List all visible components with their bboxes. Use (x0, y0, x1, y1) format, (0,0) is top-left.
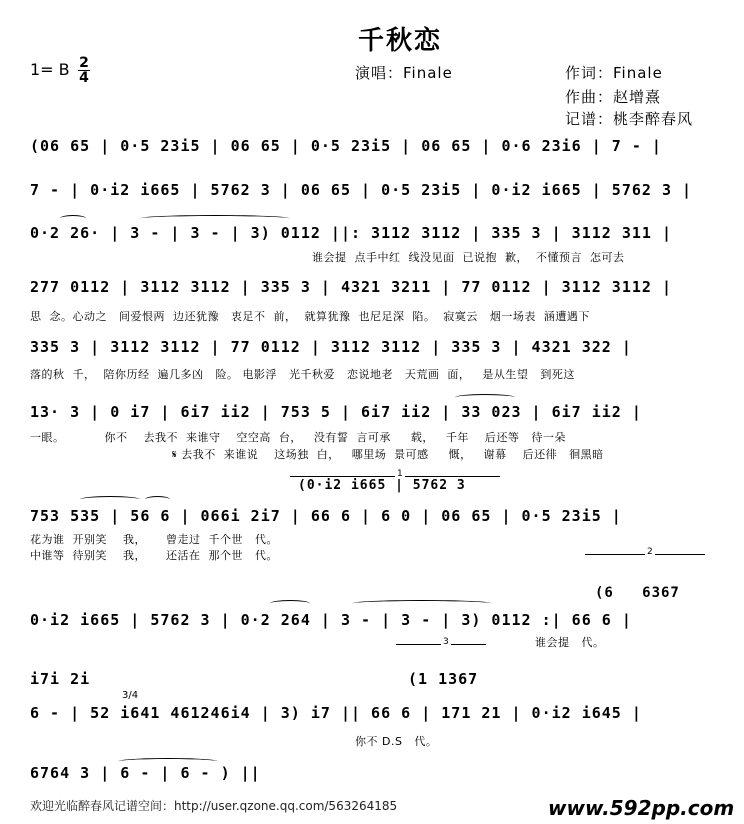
score-line-1-notes: (06 65 | 0·5 23i5 | 06 65 | 0·5 23i5 | 06 65 | 0·6 23i6 | 7 - | (30, 137, 662, 155)
score-line-2-notes: 7 - | 0·i2 i665 | 5762 3 | 06 65 | 0·5 23i5 | 0·i2 i665 | 5762 3 | (30, 181, 693, 199)
score-line-4-lyrics: 思 念。心动之 间爱恨两 边还犹豫 衷足不 前， 就算犹豫 也尼足深 陷。 寂寞云 烟一场表 涵遭遇下 (30, 310, 590, 323)
score-line-8-notes: 0·i2 i665 | 5762 3 | 0·2 264 | 3 - | 3 - | 3) 0112 :| 66 6 | (30, 611, 632, 629)
score-line-9-upper-notes: i7i 2i (30, 670, 91, 688)
score-line-7-interlude: (0·i2 i665 | 5762 3 (298, 478, 466, 493)
lyricist-credit: 作词：Finale (565, 64, 663, 82)
score-line-4-notes: 277 0112 | 3112 3112 | 335 3 | 4321 3211 | 77 0112 | 3112 3112 | (30, 278, 672, 296)
score-line-8-coda: (6 6367 (595, 585, 680, 601)
tie-arc (145, 496, 170, 503)
singer-credit: 演唱：Finale (355, 64, 453, 82)
tie-arc (352, 600, 492, 607)
key-signature: 1= B (30, 60, 70, 79)
tie-arc (60, 215, 86, 222)
time-signature-bottom: 4 (79, 70, 89, 86)
tie-arc (270, 600, 310, 607)
score-line-7-lyrics: 花为谁 开别笑 我， 曾走过 千个世 代。 (30, 533, 278, 546)
score-line-3-notes: 0·2 26· | 3 - | 3 - | 3) 0112 ||: 3112 3112 | 335 3 | 3112 311 | (30, 224, 672, 242)
volta-bracket-2: 2 (585, 554, 705, 555)
tie-arc (140, 215, 290, 222)
score-line-3-lyrics: 谁会提 点手中红 线没见面 已说抱 歉， 不懂预言 怎可去 (312, 251, 625, 264)
meter-change: 3/4 (122, 690, 139, 701)
composer-credit: 作曲：赵增熹 (565, 88, 662, 106)
score-line-6b-lyrics: 𝄋 去我不 来谁说 这场独 白， 哪里场 景可感 慨， 谢幕 后还徘 徊黑暗 (172, 448, 604, 461)
volta-bracket-3: 3 (396, 644, 486, 645)
score-line-9-lyrics: 你不 D.S 代。 (355, 735, 438, 748)
score-line-6-notes: 13· 3 | 0 i7 | 6i7 ii2 | 753 5 | 6i7 ii2 | 33 023 | 6i7 ii2 | (30, 403, 642, 421)
score-line-5-notes: 335 3 | 3112 3112 | 77 0112 | 3112 3112 | 335 3 | 4321 322 | (30, 338, 632, 356)
watermark: www.592pp.com (548, 796, 735, 820)
volta-bracket-1: 1 (290, 476, 500, 477)
score-line-7-notes: 753 535 | 56 6 | 066i 2i7 | 66 6 | 6 0 | 06 65 | 0·5 23i5 | (30, 507, 622, 525)
score-line-9-paren-notes: (1 1367 (408, 670, 479, 688)
tie-arc (455, 394, 515, 401)
score-line-9-notes: 6 - | 52 i641 461246i4 | 3) i7 || 66 6 | 171 21 | 0·i2 i645 | (30, 704, 642, 722)
score-line-7b-lyrics: 中谁等 待别笑 我， 还活在 那个世 代。 (30, 549, 278, 562)
time-signature-top: 2 (79, 55, 89, 71)
tie-arc (80, 496, 140, 503)
score-line-8-lyrics: 谁会提 代。 (535, 636, 605, 649)
score-line-6-lyrics: 一眼。 你不 去我不 来谁守 空空高 台， 没有誓 言可承 载， 千年 后还等 待一朵 (30, 431, 566, 444)
transcriber-credit: 记谱：桃李醉春风 (565, 110, 694, 128)
score-line-10-notes: 6764 3 | 6 - | 6 - ) || (30, 764, 261, 782)
song-title: 千秋恋 (358, 26, 443, 56)
score-line-5-lyrics: 落的秋 千， 陪你历经 遍几多凶 险。 电影浮 光千秋爱 恋说地老 天荒画 面， 是从生望 到死这 (30, 368, 575, 381)
footer-text: 欢迎光临醉春风记谱空间：http://user.qzone.qq.com/563264185 (30, 799, 398, 813)
